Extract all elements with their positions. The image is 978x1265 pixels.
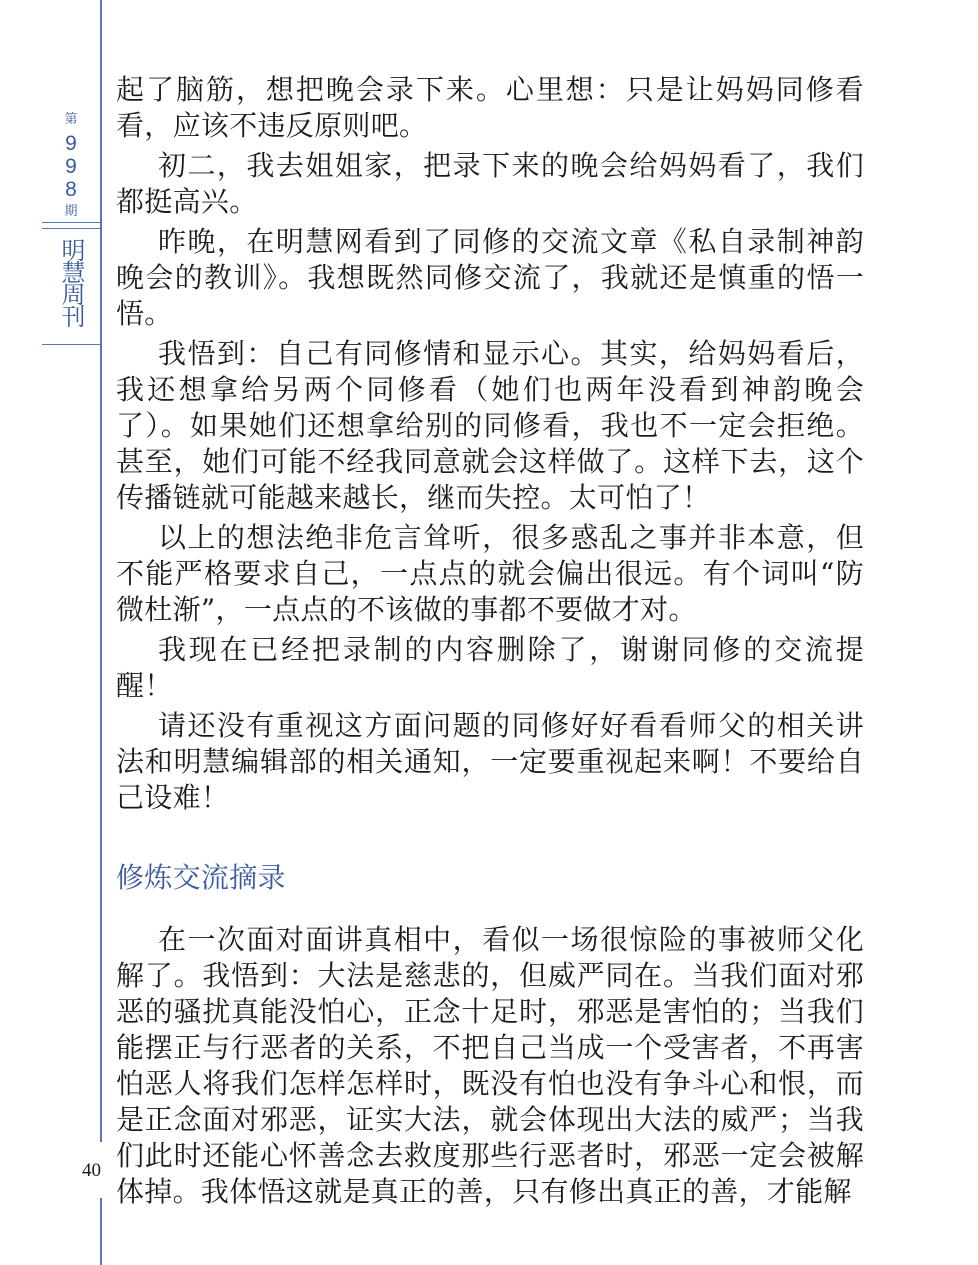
issue-digit-3: 8 (65, 178, 77, 201)
section-title: 修炼交流摘录 (116, 861, 286, 894)
issue-suffix: 期 (64, 203, 78, 218)
issue-digit-2: 9 (65, 155, 77, 178)
sidebar-divider (42, 222, 100, 223)
paragraph: 我现在已经把录制的内容删除了，谢谢同修的交流提醒！ (116, 633, 864, 702)
issue-prefix: 第 (64, 111, 78, 126)
paragraph: 我悟到：自己有同修情和显示心。其实，给妈妈看后，我还想拿给另两个同修看（她们也两年没看到神韵晚会了）。如果她们还想拿给别的同修看，我也不一定会拒绝。甚至，她们可能不经我同意就会这样做了。这样下去，这个传播链就可能越来越长，继而失控。太可怕了！ (116, 337, 864, 514)
paragraph: 初二，我去姐姐家，把录下来的晚会给妈妈看了，我们都挺高兴。 (116, 149, 864, 218)
sidebar-divider (42, 228, 100, 229)
paragraph: 在一次面对面讲真相中，看似一场很惊险的事被师父化解了。我悟到：大法是慈悲的，但威严同在。当我们面对邪恶的骚扰真能没怕心，正念十足时，邪恶是害怕的；当我们能摆正与行恶者的关系，不把自己当成一个受害者，不再害怕恶人将我们怎样怎样时，既没有怕也没有争斗心和恨，而是正念面对邪恶，证实大法，就会体现出大法的威严；当我们此时还能心怀善念去救度那些行恶者时，邪恶一定会被解体掉。我体悟这就是真正的善，只有修出真正的善，才能解 (116, 923, 864, 1208)
margin-rule-top (100, 0, 102, 1142)
magazine-name: 明慧周刊 (57, 238, 85, 326)
paragraph: 以上的想法绝非危言耸听，很多惑乱之事并非本意，但不能严格要求自己，一点点的就会偏出很远。有个词叫“防微杜渐”，一点点的不该做的事都不要做才对。 (116, 521, 864, 626)
article-body (116, 72, 864, 1210)
sidebar-divider (42, 344, 100, 345)
page-number: 40 (82, 1160, 101, 1181)
paragraph: 昨晚，在明慧网看到了同修的交流文章《私自录制神韵晚会的教训》。我想既然同修交流了，我就还是慎重的悟一悟。 (116, 225, 864, 330)
paragraph: 请还没有重视这方面问题的同修好好看看师父的相关讲法和明慧编辑部的相关通知，一定要重视起来啊！不要给自己设难！ (116, 709, 864, 814)
issue-number (42, 112, 100, 217)
issue-digit-1: 9 (65, 132, 77, 155)
issue-sidebar (42, 0, 100, 345)
paragraph: 起了脑筋，想把晚会录下来。心里想：只是让妈妈同修看看，应该不违反原则吧。 (116, 73, 864, 142)
margin-rule-bottom (100, 1198, 102, 1265)
